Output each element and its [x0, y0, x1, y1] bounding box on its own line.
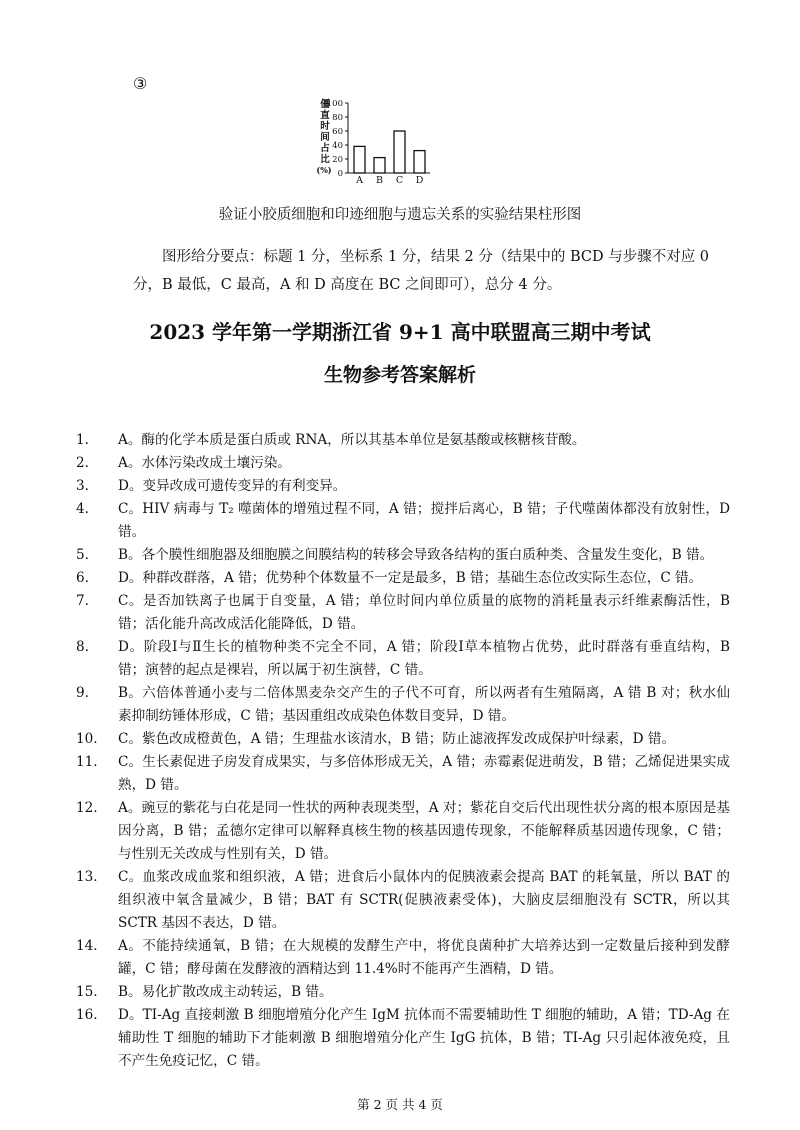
answer-text: B。易化扩散改成主动转运，B 错。 — [118, 984, 333, 1000]
answer-item — [76, 636, 730, 682]
y-tick-label: 100 — [326, 99, 343, 109]
bar-B — [374, 158, 385, 173]
y-tick-label: 60 — [332, 127, 343, 137]
bar-A — [354, 146, 365, 173]
answer-number: 3. — [76, 478, 89, 494]
answer-text: C。HIV 病毒与 T₂ 噬菌体的增殖过程不同，A 错；搅拌后离心，B 错；子代噬菌体都没有放射性，D 错。 — [118, 501, 730, 540]
y-tick-label: 0 — [337, 169, 343, 179]
answer-item — [76, 544, 730, 567]
answer-number: 10. — [76, 731, 98, 747]
answer-item — [76, 935, 730, 981]
bar-chart — [300, 93, 440, 193]
answer-number: 14. — [76, 938, 98, 954]
answer-item — [76, 475, 730, 498]
answer-item — [76, 1004, 730, 1073]
answer-text: C。紫色改成橙黄色，A 错；生理盐水该清水，B 错；防止滤液挥发改成保护叶绿素，D 错。 — [118, 731, 676, 747]
y-tick-label: 40 — [332, 141, 343, 151]
answer-list — [76, 429, 730, 1073]
answer-number: 6. — [76, 570, 89, 586]
answer-number: 9. — [76, 685, 89, 701]
x-tick-labels — [355, 175, 424, 186]
answer-number: 16. — [76, 1007, 98, 1023]
answer-item — [76, 429, 730, 452]
y-axis-label-char: 时 — [320, 121, 330, 132]
answer-number: 11. — [76, 754, 98, 770]
answer-number: 15. — [76, 984, 98, 1000]
answer-item — [76, 981, 730, 1004]
figure-marker: ③ — [133, 74, 148, 93]
answer-item — [76, 567, 730, 590]
answer-item — [76, 728, 730, 751]
y-axis-label-char: 直 — [320, 110, 330, 121]
answer-item — [76, 590, 730, 636]
page-footer: 第 2 页 共 4 页 — [357, 1097, 443, 1112]
answer-number: 4. — [76, 501, 89, 517]
answer-item — [76, 866, 730, 935]
y-tick-label: 20 — [332, 155, 343, 165]
answer-item — [76, 751, 730, 797]
answer-number: 12. — [76, 800, 98, 816]
y-axis-label-char: 占 — [320, 143, 330, 154]
answer-text: C。血浆改成血浆和组织液，A 错；进食后小鼠体内的促胰液素会提高 BAT 的耗氧量，所以 BAT 的组织液中氧含量减少，B 错；BAT 有 SCTR(促胰液素受体)，大脑皮层细胞没有 SCTR，所以其 SCTR 基因不表达，D 错。 — [118, 869, 730, 931]
answer-text: D。变异改成可遗传变异的有利变异。 — [118, 478, 347, 494]
answer-text: B。六倍体普通小麦与二倍体黑麦杂交产生的子代不可育，所以两者有生殖隔离，A 错 B 对；秋水仙素抑制纺锤体形成，C 错；基因重组改成染色体数目变异，D 错。 — [118, 685, 730, 724]
x-tick-label: B — [376, 175, 383, 186]
answer-item — [76, 498, 730, 544]
chart-caption: 验证小胶质细胞和印迹细胞与遗忘关系的实验结果柱形图 — [218, 207, 582, 223]
bar-C — [394, 131, 405, 173]
scoring-notes: 图形给分要点：标题 1 分，坐标系 1 分，结果 2 分（结果中的 BCD 与步骤不对应 0 分，B 最低，C 最高，A 和 D 高度在 BC 之间即可），总分 4 分。 — [133, 249, 710, 293]
answer-number: 5. — [76, 547, 89, 563]
y-axis-label-char: 比 — [320, 154, 330, 165]
answer-item — [76, 452, 730, 475]
answer-text: A。水体污染改成土壤污染。 — [118, 455, 291, 471]
x-tick-label: D — [415, 175, 424, 186]
y-tick-label: 80 — [332, 113, 343, 123]
answer-text: D。阶段Ⅰ与Ⅱ生长的植物种类不完全不同，A 错；阶段Ⅰ草本植物占优势，此时群落有垂直结构，B 错；演替的起点是裸岩，所以属于初生演替，C 错。 — [118, 639, 730, 678]
answer-number: 2. — [76, 455, 89, 471]
answer-number: 1. — [76, 432, 89, 448]
exam-title: 2023 学年第一学期浙江省 9+1 高中联盟高三期中考试 — [149, 320, 651, 344]
answer-text: A。豌豆的紫花与白花是同一性状的两种表现类型，A 对；紫花自交后代出现性状分离的根本原因是基因分离，B 错；孟德尔定律可以解释真核生物的核基因遗传现象，不能解释质基因遗传现象，C 错；与性别无关改成与性别有关，D 错。 — [118, 800, 730, 862]
y-axis-label-char: 间 — [320, 132, 330, 143]
answer-text: C。生长素促进子房发育成果实，与多倍体形成无关，A 错；赤霉素促进萌发，B 错；乙烯促进果实成熟，D 错。 — [118, 754, 730, 793]
bars — [354, 131, 425, 173]
answer-text: D。TI-Ag 直接刺激 B 细胞增殖分化产生 IgM 抗体而不需要辅助性 T 细胞的辅助，A 错；TD-Ag 在辅助性 T 细胞的辅助下才能刺激 B 细胞增殖分化产生 IgG 抗体，B 错；TI-Ag 只引起体液免疫，且不产生免疫记忆，C 错。 — [118, 1007, 730, 1069]
answer-text: A。不能持续通氧，B 错；在大规模的发酵生产中，将优良菌种扩大培养达到一定数量后接种到发酵罐，C 错；酵母菌在发酵液的酒精达到 11.4%时不能再产生酒精，D 错。 — [118, 938, 730, 977]
y-axis-label-char: 僵 — [320, 99, 330, 110]
answer-key-title: 生物参考答案解析 — [323, 364, 476, 386]
bar-D — [414, 151, 425, 173]
x-tick-label: C — [395, 175, 404, 186]
y-axis-label — [316, 98, 331, 175]
answer-number: 13. — [76, 869, 98, 885]
y-axis-label-char: (%) — [316, 165, 332, 175]
answer-item — [76, 797, 730, 866]
answer-text: C。是否加铁离子也属于自变量，A 错；单位时间内单位质量的底物的消耗量表示纤维素酶活性，B 错；活化能升高改成活化能降低，D 错。 — [118, 593, 730, 632]
answer-item — [76, 682, 730, 728]
answer-number: 7. — [76, 593, 89, 609]
answer-text: D。种群改群落，A 错；优势种个体数量不一定是最多，B 错；基础生态位改实际生态位，C 错。 — [118, 570, 703, 586]
x-tick-label: A — [356, 175, 363, 186]
answer-text: B。各个膜性细胞器及细胞膜之间膜结构的转移会导致各结构的蛋白质种类、含量发生变化，B 错。 — [118, 547, 714, 563]
answer-number: 8. — [76, 639, 89, 655]
answer-text: A。酶的化学本质是蛋白质或 RNA，所以其基本单位是氨基酸或核糖核苷酸。 — [118, 432, 586, 448]
